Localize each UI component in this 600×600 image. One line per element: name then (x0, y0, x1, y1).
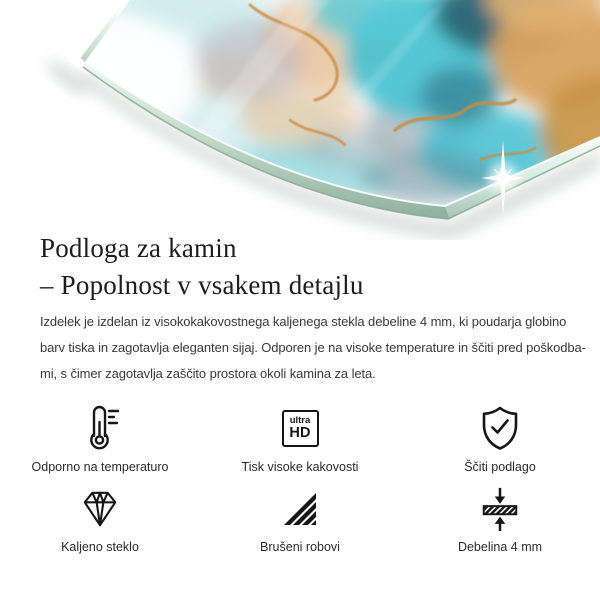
description-line: barv tiska in zagotavlja eleganten sijaj. Odporen je na visoke temperature in ščiti pred poškodba- (40, 340, 586, 355)
thermometer-icon (78, 404, 122, 452)
ultra-hd-icon (282, 410, 319, 447)
page-title-line2: – Popolnost v vsakem detajlu (40, 270, 364, 300)
product-image (0, 0, 600, 240)
beveled-edges-icon (280, 489, 320, 529)
glass-panel-graphic (0, 0, 600, 240)
compressed-thickness-icon (478, 486, 522, 532)
diamond-icon (76, 488, 124, 530)
feature-label: Debelina 4 mm (457, 540, 543, 554)
page-title-line1: Podloga za kamin (40, 233, 237, 263)
feature-label: Tisk visoke kakovosti (241, 460, 359, 474)
feature-item-print-quality (200, 402, 400, 474)
description-line: mi, s čimer zagotavlja zaščito prostora okoli kamina za leta. (40, 366, 376, 381)
feature-item-tempered-glass (0, 486, 200, 554)
feature-label: Ščiti podlago (464, 460, 536, 474)
feature-grid-row-2 (0, 486, 600, 554)
feature-item-heat-resistant (0, 402, 200, 474)
feature-item-thickness (400, 486, 600, 554)
page-title (40, 230, 364, 304)
feature-label: Odporno na temperaturo (31, 460, 169, 474)
product-description (40, 309, 586, 387)
feature-label: Brušeni robovi (260, 540, 340, 554)
feature-label: Kaljeno steklo (61, 540, 139, 554)
feature-grid-row-1 (0, 402, 600, 474)
description-line: Izdelek je izdelan iz visokokakovostnega kaljenega stekla debeline 4 mm, ki poudarja globino (40, 314, 567, 329)
ultra-hd-icon-text-top: ultra (289, 414, 311, 426)
ultra-hd-icon-text-bottom: HD (289, 424, 311, 441)
feature-item-polished-edges (200, 486, 400, 554)
shield-check-icon (478, 404, 522, 452)
feature-item-protects-surface (400, 402, 600, 474)
